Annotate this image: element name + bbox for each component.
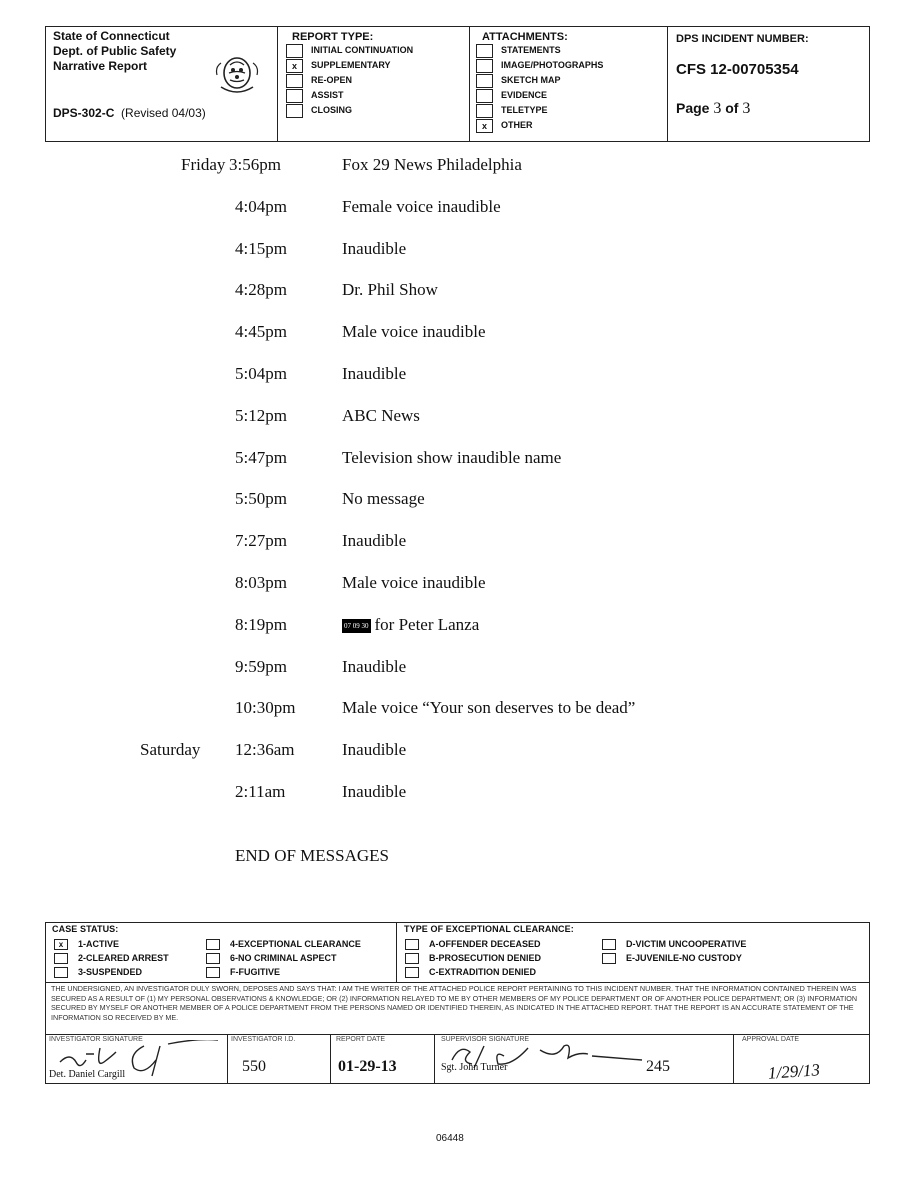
case-status-title: CASE STATUS: (52, 924, 119, 934)
investigator-name: Det. Daniel Cargill (49, 1069, 126, 1080)
message-text: Female voice inaudible (342, 197, 501, 216)
exceptional-col-2 (602, 937, 746, 965)
exceptional-clearance-title: TYPE OF EXCEPTIONAL CLEARANCE: (404, 924, 574, 934)
case-status-checkbox[interactable] (206, 967, 220, 978)
message-time: 12:36am (235, 740, 295, 759)
message-time: 5:47pm (235, 448, 287, 467)
case-status-checkbox[interactable] (206, 939, 220, 950)
case-status-label: 2-CLEARED ARREST (78, 953, 169, 963)
redaction-box: 07 09 30 (342, 619, 371, 633)
message-text: Fox 29 News Philadelphia (342, 155, 522, 174)
attachment-item (476, 58, 603, 73)
report-type-checkbox[interactable] (286, 44, 303, 58)
case-status-checkbox[interactable] (54, 967, 68, 978)
attachment-checkbox[interactable]: x (476, 119, 493, 133)
message-text: Male voice inaudible (342, 322, 486, 341)
message-text: Inaudible (342, 531, 407, 550)
case-status-checkbox[interactable] (54, 953, 68, 964)
end-of-messages: END OF MESSAGES (235, 846, 389, 865)
report-type-checkbox[interactable] (286, 104, 303, 118)
agency-line-report: Narrative Report (53, 59, 148, 73)
report-type-section (286, 31, 413, 118)
message-text (342, 615, 479, 635)
attachment-item (476, 88, 603, 103)
report-type-label: ASSIST (311, 90, 344, 100)
attachment-checkbox[interactable] (476, 104, 493, 118)
page-of: of (725, 100, 739, 116)
exceptional-clearance-item (602, 951, 746, 965)
attachment-label: TELETYPE (501, 105, 548, 115)
report-type-checkbox[interactable]: x (286, 59, 303, 73)
case-status-item (206, 951, 361, 965)
message-time: 4:04pm (235, 197, 287, 216)
exceptional-clearance-checkbox[interactable] (602, 939, 616, 950)
message-day: Friday (181, 155, 226, 174)
supervisor-name: Sgt. John Turner (441, 1062, 508, 1073)
message-time: 5:50pm (235, 489, 287, 508)
exceptional-clearance-label: E-JUVENILE-NO CUSTODY (626, 953, 742, 963)
agency-line-state: State of Connecticut (53, 29, 170, 43)
attachment-label: SKETCH MAP (501, 75, 561, 85)
message-time: 4:45pm (235, 322, 287, 341)
page-indicator (676, 100, 809, 118)
report-type-checkbox[interactable] (286, 74, 303, 88)
agency-block (53, 29, 176, 74)
message-text: Inaudible (342, 657, 407, 676)
report-type-item (286, 88, 413, 103)
exceptional-clearance-label: A-OFFENDER DECEASED (429, 939, 541, 949)
report-type-list (286, 43, 413, 118)
exceptional-clearance-label: D-VICTIM UNCOOPERATIVE (626, 939, 747, 949)
message-text: ABC News (342, 406, 420, 425)
case-status-item (54, 965, 169, 979)
incident-number: CFS 12-00705354 (676, 61, 799, 78)
exceptional-clearance-label: C-EXTRADITION DENIED (429, 967, 537, 977)
exceptional-clearance-item (405, 965, 541, 979)
message-text: Male voice inaudible (342, 573, 486, 592)
attestation-text: THE UNDERSIGNED, AN INVESTIGATOR DULY SWORN, DEPOSES AND SAYS THAT: I AM THE WRITER OF THE ATTACHED POLICE REPORT PERTAINING TO THIS INCIDENT NUMBER. THAT THE INFORMATION CONTAINED THEREIN WAS SECURED AS A RESULT OF (1) MY PERSONAL OBSERVATIONS & KNOWLEDGE; OR (2) INFORMATION RELAYED TO ME BY OTHER MEMBERS OF MY POLICE DEPARTMENT OR OF ANOTHER POLICE DEPARTMENT; OR (3) INFORMATION SECURED BY MYSELF OR ANOTHER MEMBER OF A POLICE DEPARTMENT FROM THE PERSONS NAMED OR IDENTIFIED THEREIN, AS INDICATED IN THE ATTACHED REPORT. THAT THE REPORT IS AN ACCURATE STATEMENT OF THE INFORMATION SO RECEIVED BY ME. (51, 984, 858, 1022)
approval-date-label: APPROVAL DATE (742, 1036, 800, 1043)
message-time: 4:28pm (235, 280, 287, 299)
supervisor-signature-label: SUPERVISOR SIGNATURE (441, 1036, 530, 1043)
attachments-title: ATTACHMENTS: (482, 31, 568, 43)
message-text-content: for Peter Lanza (374, 615, 480, 634)
case-status-label: 4-EXCEPTIONAL CLEARANCE (230, 939, 361, 949)
message-time: 2:11am (235, 782, 286, 801)
attachment-label: IMAGE/PHOTOGRAPHS (501, 60, 604, 70)
investigator-id: 550 (242, 1058, 266, 1075)
exceptional-clearance-item (405, 937, 541, 951)
case-status-label: 6-NO CRIMINAL ASPECT (230, 953, 337, 963)
report-date: 01-29-13 (338, 1058, 397, 1075)
message-time: 8:03pm (235, 573, 287, 592)
exceptional-clearance-item (405, 951, 541, 965)
state-seal-icon (213, 53, 261, 97)
attachment-checkbox[interactable] (476, 44, 493, 58)
report-type-item (286, 103, 413, 118)
exceptional-clearance-label: B-PROSECUTION DENIED (429, 953, 542, 963)
case-status-col-2 (206, 937, 361, 979)
approval-date: 1/29/13 (767, 1060, 821, 1083)
attachment-item (476, 118, 603, 133)
supervisor-id: 245 (646, 1058, 670, 1075)
message-time: 9:59pm (235, 657, 287, 676)
message-time: 3:56pm (229, 155, 281, 174)
message-time: 10:30pm (235, 698, 296, 717)
attachment-checkbox[interactable] (476, 74, 493, 88)
page-current: 3 (713, 100, 722, 117)
investigator-id-label: INVESTIGATOR I.D. (231, 1036, 296, 1043)
form-revision: (Revised 04/03) (121, 106, 206, 120)
exceptional-clearance-checkbox[interactable] (405, 939, 419, 950)
form-id (53, 106, 206, 120)
message-text: Inaudible (342, 239, 407, 258)
message-text: Dr. Phil Show (342, 280, 438, 299)
report-type-label: SUPPLEMENTARY (311, 60, 391, 70)
message-time: 5:04pm (235, 364, 287, 383)
report-type-label: CLOSING (311, 105, 353, 115)
exceptional-clearance-checkbox[interactable] (405, 967, 419, 978)
attachment-item (476, 73, 603, 88)
case-status-label: 1-ACTIVE (78, 939, 120, 949)
attachments-list (476, 43, 603, 133)
attachment-checkbox[interactable] (476, 59, 493, 73)
attachment-label: EVIDENCE (501, 90, 548, 100)
message-text: Inaudible (342, 740, 407, 759)
message-time: 8:19pm (235, 615, 287, 634)
attachments-section (476, 31, 603, 133)
message-text: Inaudible (342, 782, 407, 801)
report-type-label: RE-OPEN (311, 75, 353, 85)
report-type-label: INITIAL CONTINUATION (311, 45, 414, 55)
report-date-label: REPORT DATE (336, 1036, 386, 1043)
report-type-item (286, 58, 413, 73)
attachment-item (476, 43, 603, 58)
attachment-label: STATEMENTS (501, 45, 561, 55)
case-status-label: 3-SUSPENDED (78, 967, 143, 977)
message-time: 5:12pm (235, 406, 287, 425)
incident-number-title: DPS INCIDENT NUMBER: (676, 33, 809, 45)
case-status-checkbox[interactable]: x (54, 939, 68, 950)
report-type-checkbox[interactable] (286, 89, 303, 103)
report-type-item (286, 73, 413, 88)
attachment-item (476, 103, 603, 118)
case-status-item (54, 937, 169, 951)
agency-line-dept: Dept. of Public Safety (53, 44, 177, 58)
message-text: Inaudible (342, 364, 407, 383)
message-text: Television show inaudible name (342, 448, 562, 467)
page-prefix: Page (676, 100, 710, 116)
case-status-item (54, 951, 169, 965)
report-type-title: REPORT TYPE: (292, 31, 374, 43)
page-total: 3 (742, 100, 751, 117)
message-day: Saturday (140, 740, 201, 759)
exceptional-clearance-checkbox[interactable] (405, 953, 419, 964)
exceptional-clearance-item (602, 937, 746, 951)
incident-section (676, 33, 809, 118)
message-text: Male voice “Your son deserves to be dead” (342, 698, 636, 717)
case-status-item (206, 965, 361, 979)
exceptional-col-1 (405, 937, 541, 979)
investigator-signature-label: INVESTIGATOR SIGNATURE (49, 1036, 143, 1043)
case-status-checkbox[interactable] (206, 953, 220, 964)
report-type-item (286, 43, 413, 58)
form-id-code: DPS-302-C (53, 106, 115, 120)
case-status-item (206, 937, 361, 951)
case-status-col-1 (54, 937, 169, 979)
exceptional-clearance-checkbox[interactable] (602, 953, 616, 964)
message-time: 4:15pm (235, 239, 287, 258)
case-status-label: F-FUGITIVE (230, 967, 280, 977)
attachment-checkbox[interactable] (476, 89, 493, 103)
bates-number: 06448 (436, 1133, 464, 1144)
attachment-label: OTHER (501, 120, 533, 130)
message-time: 7:27pm (235, 531, 287, 550)
message-text: No message (342, 489, 425, 508)
